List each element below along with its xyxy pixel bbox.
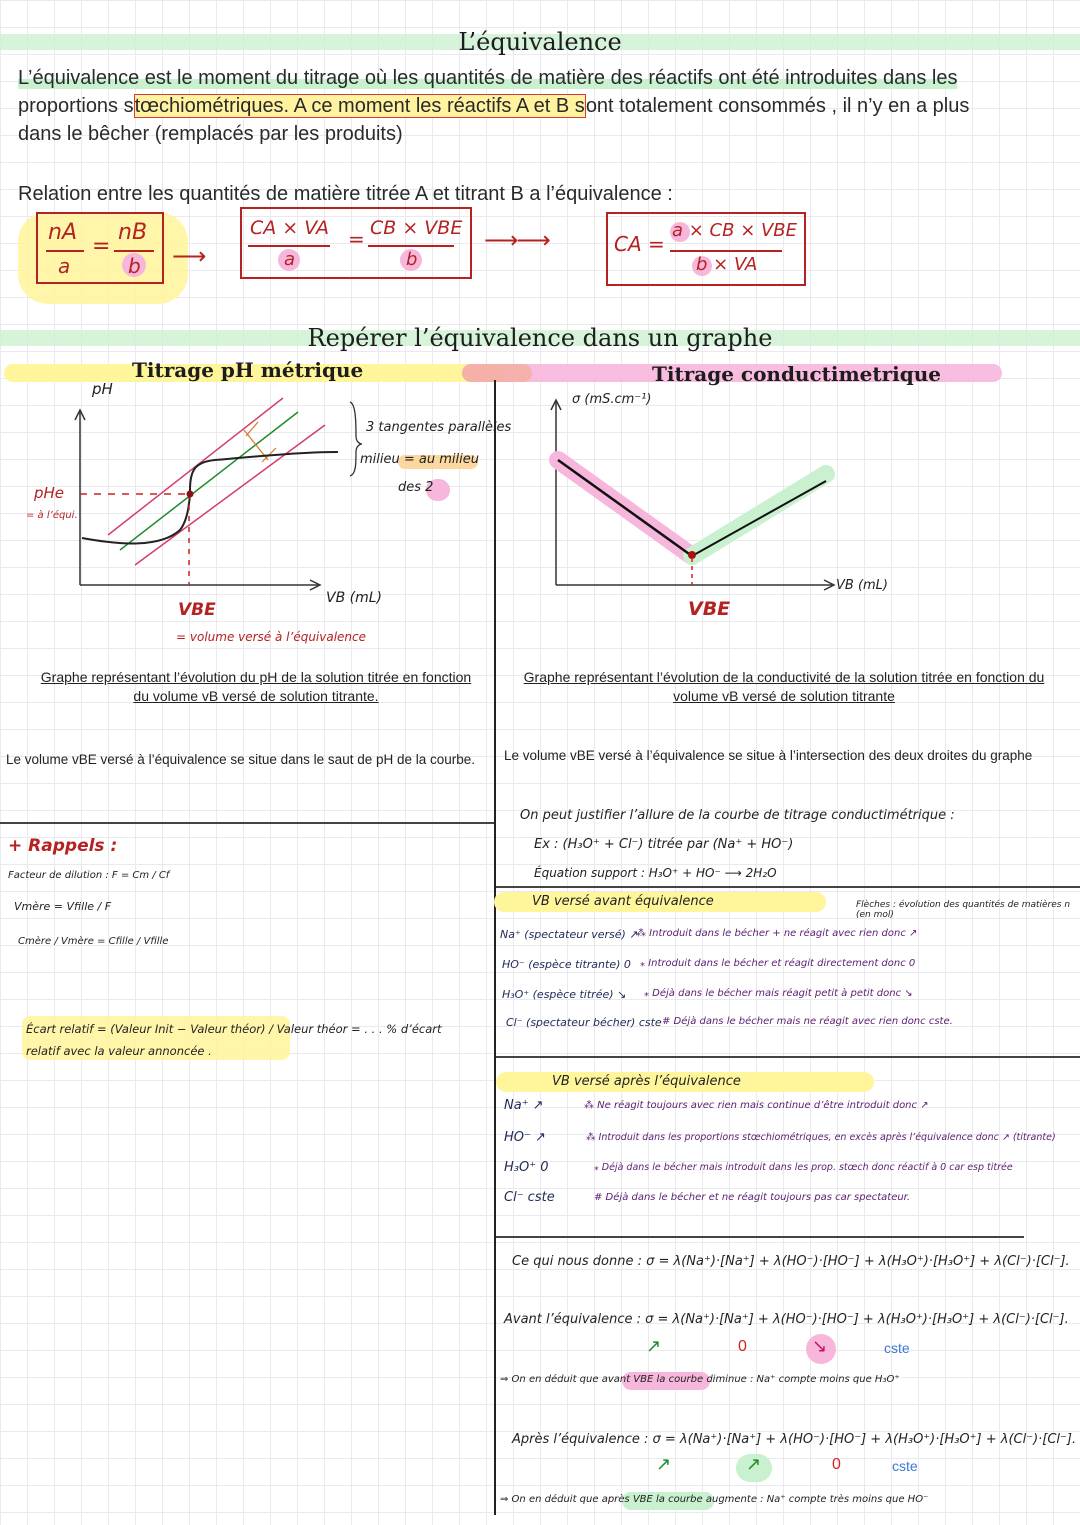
avant-row-1-ion: Na⁺ (spectateur versé) ↗ [500, 928, 639, 941]
tangent-note-2: milieu = au milieu [360, 452, 479, 467]
ph-conclusion: Le volume vBE versé à l’équivalence se situe dans le saut de pH de la courbe. [6, 752, 476, 767]
apres-equation: Après l’équivalence : σ = λ(Na⁺)·[Na⁺] + λ(HO⁻)·[HO⁻] + λ(H₃O⁺)·[H₃O⁺] + λ(Cl⁻)·[Cl⁻]. [512, 1432, 1077, 1447]
tangent-note-3: des 2 [398, 480, 434, 495]
justif-intro: On peut justifier l’allure de la courbe de titrage conductimétrique : [520, 808, 955, 823]
apres-conclusion: ⇒ On en déduit que après VBE la courbe augmente : Na⁺ compte très moins que HO⁻ [500, 1494, 929, 1505]
arrow-1: ⟶ [172, 243, 207, 270]
definition-paragraph [18, 64, 1058, 148]
ascending-line [692, 481, 826, 556]
apres-row-3-expl: ⁎ Déjà dans le bécher mais introduit dans les prop. stœch donc réactif à 0 car esp titrée [594, 1162, 1013, 1173]
formula-3: CA = a × CB × VBE b × VA [606, 212, 806, 286]
avant-row-3-expl: ⁎ Déjà dans le bécher mais réagit petit à petit donc ↘ [644, 988, 913, 999]
avant-equation: Avant l’équivalence : σ = λ(Na⁺)·[Na⁺] + λ(HO⁻)·[HO⁻] + λ(H₃O⁺)·[H₃O⁺] + λ(Cl⁻)·[Cl⁻]. [504, 1312, 1069, 1327]
equivalence-point [187, 491, 194, 498]
avant-row-4-ion: Cl⁻ (spectateur bécher) cste [506, 1016, 662, 1029]
arrow-2: ⟶⟶ [484, 227, 549, 254]
avant-mark-h3o: ↘ [812, 1336, 828, 1356]
avant-row-3-ion: H₃O⁺ (espèce titrée) ↘ [502, 988, 627, 1001]
definition-line-2: proportions stœchiométriques. A ce moment les réactifs A et B sont totalement consommés , il n’y en a plus [18, 95, 970, 117]
rappel-vmere: Vmère = Vfille / F [14, 900, 112, 913]
apres-row-2-expl: ⁂ Introduit dans les proportions stœchiométriques, en excès après l’équivalence donc ↗ (titrante) [586, 1132, 1056, 1143]
cond-equivalence-point [688, 551, 696, 559]
sigma-equation: Ce qui nous donne : σ = λ(Na⁺)·[Na⁺] + λ(HO⁻)·[HO⁻] + λ(H₃O⁺)·[H₃O⁺] + λ(Cl⁻)·[Cl⁻]. [512, 1254, 1070, 1269]
right-rule-2 [496, 1056, 1080, 1058]
apres-mark-ho: ↗ [746, 1454, 762, 1474]
ph-caption: Graphe représentant l’évolution du pH de la solution titrée en fonction du volume vB versé de solution titrante. [40, 669, 472, 704]
formula-1: nA a = nB b [36, 212, 164, 284]
page-title: L’équivalence [458, 28, 622, 56]
avant-mark-ho: 0 [738, 1338, 747, 1355]
rappel-dilution: Facteur de dilution : F = Cm / Cf [8, 870, 170, 881]
ph-vbe-label: VBE [178, 600, 216, 620]
rappels-title: + Rappels : [8, 836, 118, 856]
apres-row-4-expl: # Déjà dans le bécher et ne réagit toujours pas car spectateur. [594, 1192, 911, 1203]
ph-y-label: pH [92, 380, 113, 398]
left-rule [0, 822, 494, 824]
vbe-note: = volume versé à l’équivalence [176, 630, 367, 644]
apres-mark-h3o: 0 [832, 1456, 841, 1473]
ph-title: Titrage pH métrique [132, 358, 364, 382]
apres-row-4-ion: Cl⁻ cste [504, 1190, 555, 1205]
tangent-lower [135, 425, 325, 565]
apres-mark-na: ↗ [656, 1454, 672, 1474]
avant-mark-cl: cste [884, 1340, 910, 1356]
definition-line-1: L’équivalence est le moment du titrage où les quantités de matière des réactifs ont été introduites dans les [18, 67, 958, 89]
formula-2: CA × VA a = CB × VBE b [240, 207, 472, 279]
ph-x-label: VB (mL) [326, 590, 382, 606]
avant-row-2-expl: ⁎ Introduit dans le bécher et réagit directement donc 0 [640, 958, 916, 969]
descending-line [558, 460, 692, 556]
phe-sub: = à l’équi. [26, 510, 78, 521]
tangent-note-1: 3 tangentes parallèles [366, 420, 512, 435]
cond-x-label: VB (mL) [836, 578, 888, 593]
ph-curve [82, 452, 338, 543]
stoechio-highlight: tœchiométriques. A ce moment les réactifs A et B s [134, 95, 585, 117]
avant-conclusion: ⇒ On en déduit que avant VBE la courbe diminue : Na⁺ compte moins que H₃O⁺ [500, 1374, 900, 1385]
avant-row-4-expl: # Déjà dans le bécher mais ne réagit avec rien donc cste. [662, 1016, 953, 1027]
rappel-ratio: Cmère / Vmère = Cfille / Vfille [18, 936, 169, 947]
avant-row-2-ion: HO⁻ (espèce titrante) 0 [502, 958, 631, 971]
avant-mark-na: ↗ [646, 1336, 662, 1356]
cond-caption: Graphe représentant l’évolution de la conductivité de la solution titrée en fonction du volume vB versé de solution titrante [523, 669, 1045, 704]
justif-example: Ex : (H₃O⁺ + Cl⁻) titrée par (Na⁺ + HO⁻) [534, 837, 794, 852]
cond-graph [494, 380, 914, 610]
tangent-middle [120, 412, 298, 550]
apres-row-1-expl: ⁂ Ne réagit toujours avec rien mais continue d’être introduit donc ↗ [584, 1100, 929, 1111]
right-rule-1 [496, 886, 1080, 888]
phe-label: pHe [34, 484, 65, 502]
apres-row-2-ion: HO⁻ ↗ [504, 1130, 546, 1145]
cond-y-label: σ (mS.cm⁻¹) [572, 392, 652, 407]
apres-row-1-ion: Na⁺ ↗ [504, 1098, 544, 1113]
apres-title: VB versé après l’équivalence [552, 1074, 741, 1089]
cond-title: Titrage conductimetrique [652, 362, 941, 386]
legend-note: Flèches : évolution des quantités de matières n (en mol) [856, 900, 1071, 920]
avant-title: VB versé avant équivalence [532, 894, 714, 909]
apres-mark-cl: cste [892, 1458, 918, 1474]
cond-vbe-label: VBE [688, 598, 731, 620]
cond-conclusion: Le volume vBE versé à l’équivalence se situe à l’intersection des deux droites du graphe [504, 748, 1033, 763]
apres-row-3-ion: H₃O⁺ 0 [504, 1160, 549, 1175]
rappel-ecart: Écart relatif = (Valeur Init − Valeur théor) / Valeur théor = . . . % d’écart relatif avec la valeur annoncée . [26, 1022, 442, 1058]
right-rule-3 [496, 1236, 1024, 1238]
relation-text: Relation entre les quantités de matière titrée A et titrant B a l’équivalence : [18, 183, 673, 205]
section2-title: Repérer l’équivalence dans un graphe [307, 324, 773, 352]
justif-equation: Équation support : H₃O⁺ + HO⁻ ⟶ 2H₂O [534, 866, 777, 880]
definition-line-3: dans le bêcher (remplacés par les produits) [18, 123, 403, 145]
avant-row-1-expl: ⁂ Introduit dans le bécher + ne réagit avec rien donc ↗ [636, 928, 918, 939]
